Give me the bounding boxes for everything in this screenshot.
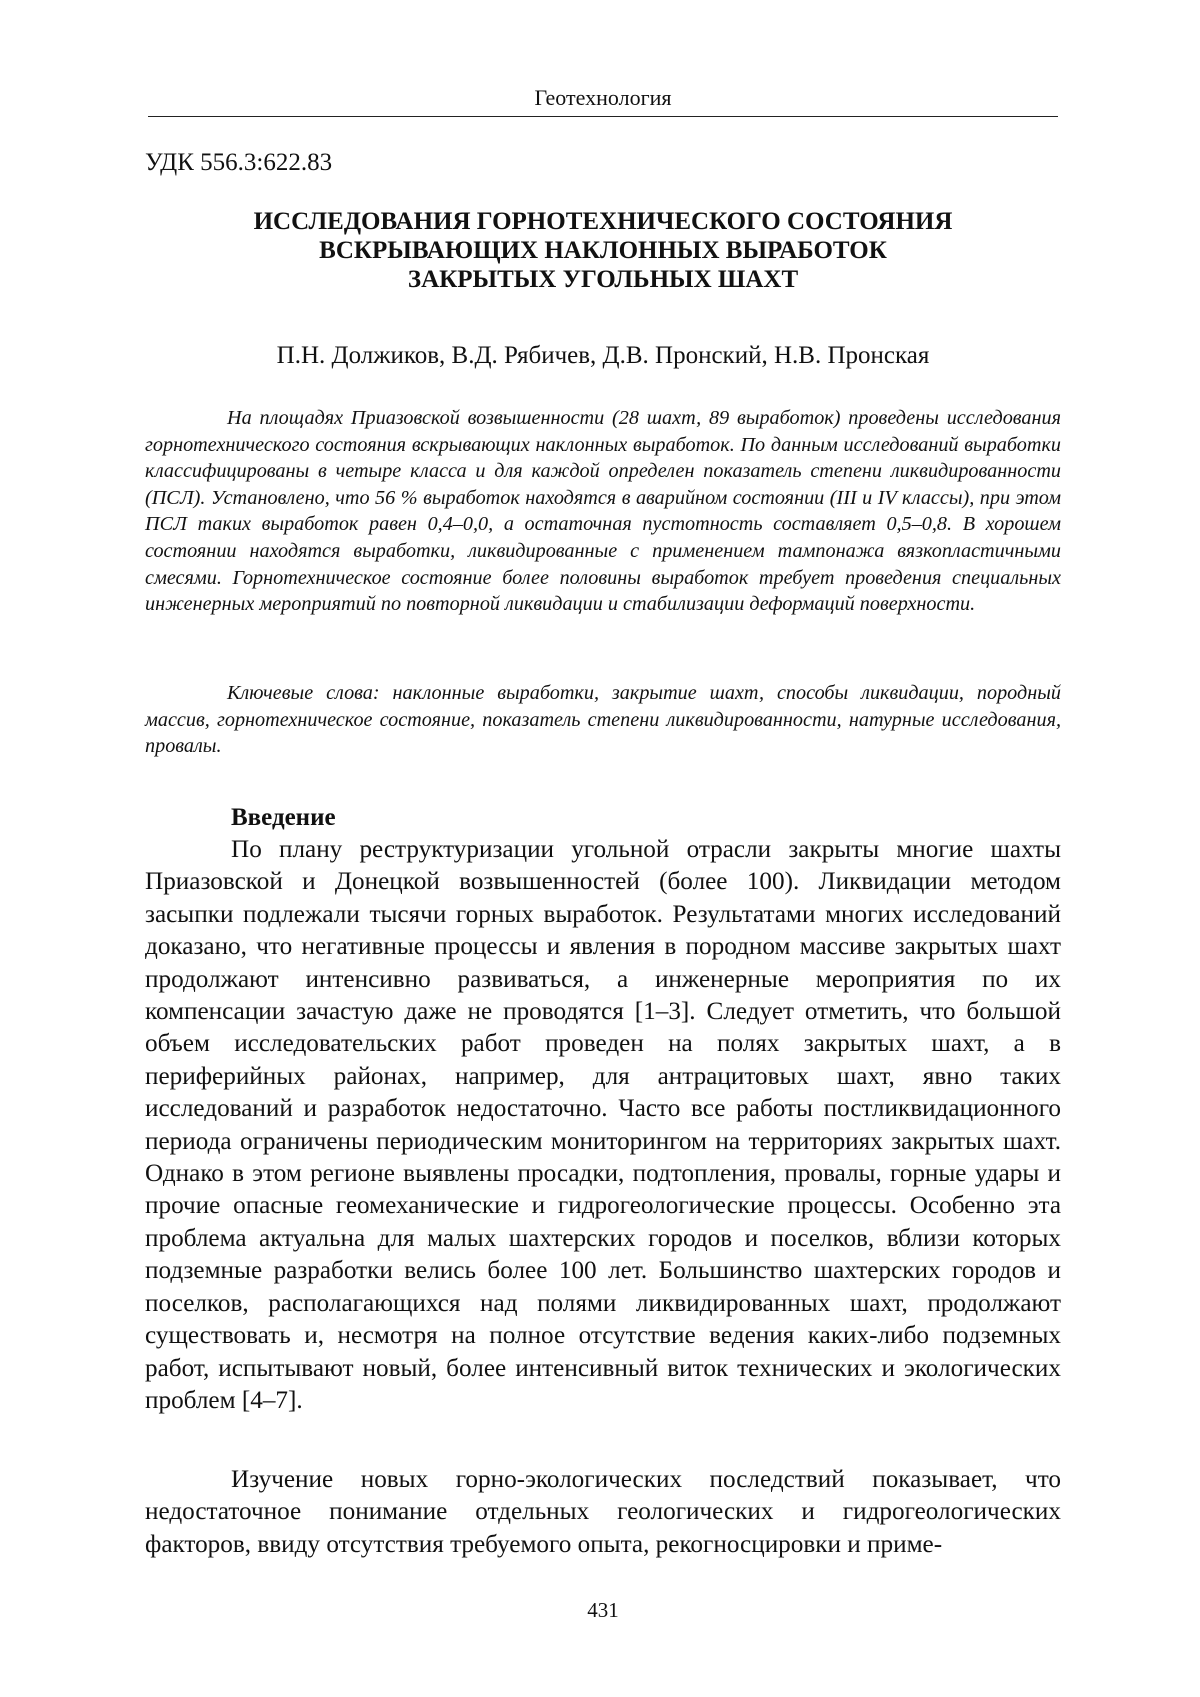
authors: П.Н. Должиков, В.Д. Рябичев, Д.В. Пронский, Н.В. Пронская xyxy=(276,342,930,369)
body-paragraph-2: Изучение новых горно-экологических последствий показывает, что недостаточное понимание отдельных геологических и гидрогеологических факторов, ввиду отсутствия требуемого опыта, рекогносцировки и приме- xyxy=(145,1466,1061,1558)
article-title xyxy=(148,207,1058,294)
udk-code: УДК 556.3:622.83 xyxy=(145,149,333,176)
header-rule xyxy=(148,116,1058,117)
abstract: На площадях Приазовской возвышенности (28 шахт, 89 выработок) проведены исследования горнотехнического состояния вскрывающих наклонных выработок. По данным исследований выработки классифицированы в четыре класса и для каждой определен показатель степени ликвидированности (ПСЛ). Установлено, что 56 % выработок находятся в аварийном состоянии (III и IV классы), при этом ПСЛ таких выработок равен 0,4–0,0, а остаточная пустотность составляет 0,5–0,8. В хорошем состоянии находятся выработки, ликвидированные с применением тампонажа вязкопластичными смесями. Горнотехническое состояние более половины выработок требует проведения специальных инженерных мероприятий по повторной ликвидации и стабилизации деформаций поверхности. xyxy=(145,407,1061,616)
section-heading: Введение xyxy=(231,804,336,831)
keywords: Ключевые слова: наклонные выработки, закрытие шахт, способы ликвидации, породный массив, горнотехническое состояние, показатель степени ликвидированности, натурные исследования, провалы. xyxy=(145,682,1061,758)
body-paragraph-1: По плану реструктуризации угольной отрасли закрыты многие шахты Приазовской и Донецкой возвышенностей (более 100). Ликвидации методом засыпки подлежали тысячи горных выработок. Результатами многих исследований доказано, что негативные процессы и явления в породном массиве закрытых шахт продолжают интенсивно развиваться, а инженерные мероприятия по их компенсации зачастую даже не проводятся [1–3]. Следует отметить, что большой объем исследовательских работ проведен на полях закрытых шахт, а в периферийных районах, например, для антрацитовых шахт, явно таких исследований и разработок недостаточно. Часто все работы постликвидационного периода ограничены периодическим мониторингом на территориях закрытых шахт. Однако в этом регионе выявлены просадки, подтопления, провалы, горные удары и прочие опасные геомеханические и гидрогеологические процессы. Особенно эта проблема актуальна для малых шахтерских городов и поселков, вблизи которых подземные разработки велись более 100 лет. Большинство шахтерских городов и поселков, располагающихся над полями ликвидированных шахт, продолжают существовать и, несмотря на полное отсутствие ведения каких-либо подземных работ, испытывают новый, более интенсивный виток технических и экологических проблем [4–7]. xyxy=(145,836,1061,1414)
page-number: 431 xyxy=(587,1598,619,1622)
title-line-3: ЗАКРЫТЫХ УГОЛЬНЫХ ШАХТ xyxy=(407,266,799,293)
running-head: Геотехнология xyxy=(534,85,672,110)
title-line-2: ВСКРЫВАЮЩИХ НАКЛОННЫХ ВЫРАБОТОК xyxy=(319,237,887,264)
title-line-1: ИССЛЕДОВАНИЯ ГОРНОТЕХНИЧЕСКОГО СОСТОЯНИЯ xyxy=(253,208,953,235)
